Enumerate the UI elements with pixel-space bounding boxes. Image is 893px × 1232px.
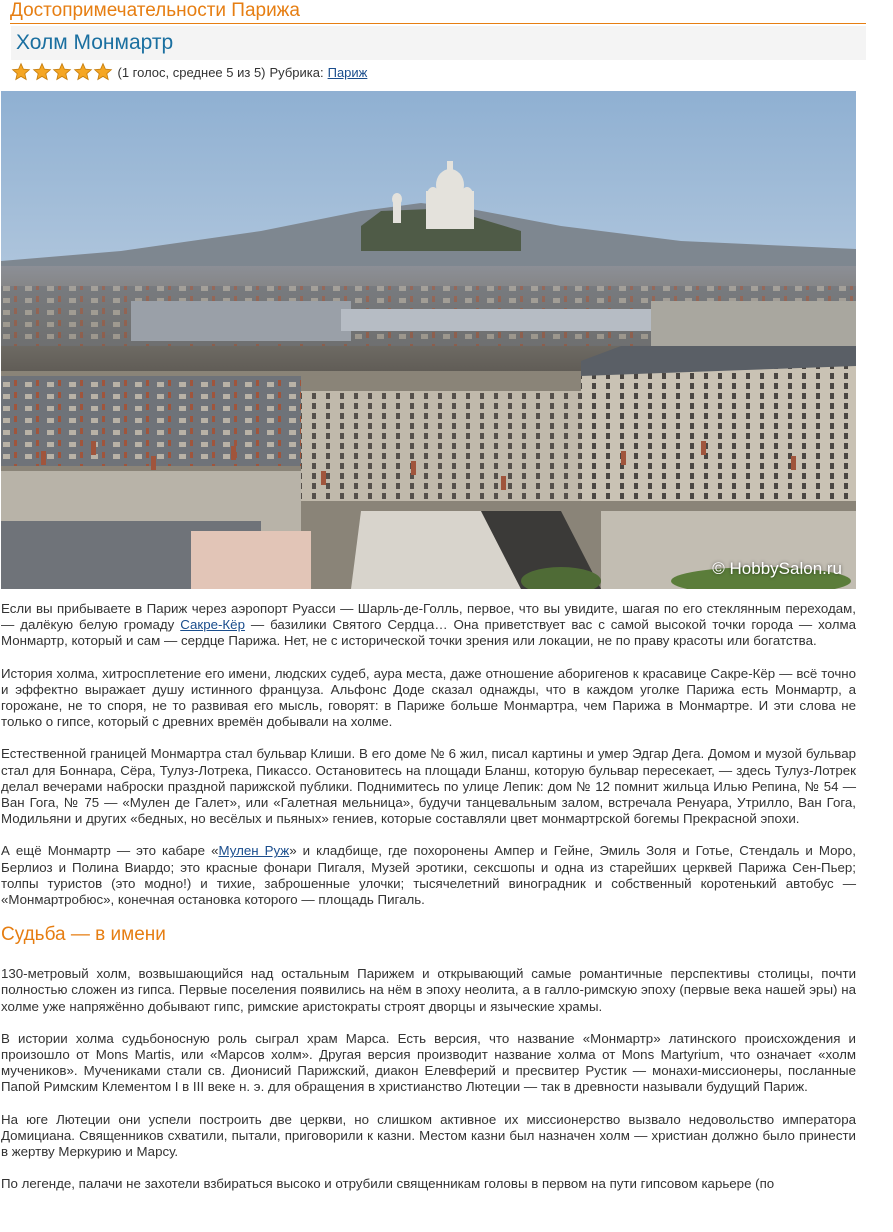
star-icon[interactable] bbox=[11, 62, 31, 82]
post-meta bbox=[10, 60, 866, 84]
paris-skyline-image bbox=[1, 91, 856, 589]
text: А ещё Монмартр — это кабаре « bbox=[1, 843, 219, 859]
paragraph: На юге Лютеции они успели построить две церкви, но слишком активное их миссионерство вызвало недовольство императора Домициана. Священников схватили, пытали, приговорили к казни. Местом казни был назначен холм — христиан должно было принести в жертву Меркурию и Марсу. bbox=[1, 1111, 856, 1160]
rating-summary: (1 голос, среднее 5 из 5) bbox=[117, 64, 266, 80]
paragraph bbox=[1, 601, 856, 650]
paragraph: 130-метровый холм, возвышающийся над остальным Парижем и открывающий самые романтичные перспективы столицы, почти полностью сложен из гипса. Первые поселения появились на нём в эпоху неолита, а в галло-римскую эпоху (первые века нашей эры) на холме уже напряжённо добывают гипс, римские аристократы строят дворцы и языческие храмы. bbox=[1, 966, 856, 1014]
paragraph: Естественной границей Монмартра стал бульвар Клиши. В его доме № 6 жил, писал картины и умер Эдгар Дега. Домом и музой бульвар стал для Боннара, Сёра, Тулуз-Лотрека, Пикассо. Остановитесь на площади Бланш, которую бульвар пересекает, — здесь Тулуз-Лотрек делал вечерами наброски праздной парижской публики. Поднимитесь по улице Лепик: дом № 12 помнит жильца Илью Репина, № 54 — Ван Гога, № 75 — «Мулен де Галет», или «Галетная мельница», будучи танцевальным залом, встречала Ренуара, Утрилло, Ван Гога, Модильяни и других «бедных, но весёлых и пьяных» гениев, которые составляли цвет монмартрской богемы Прекрасной эпохи. bbox=[1, 746, 856, 827]
section-title: Достопримечательности Парижа bbox=[10, 0, 866, 24]
paragraph: История холма, хитросплетение его имени, людских судеб, аура места, даже отношение аборигенов к красавице Сакре-Кёр — всё точно и эффектно выражает душу истинного француза. Альфонс Доде сказал однажды, что в каждом уголке Парижа есть Монмартр, а горожане, не то споря, не то развивая его мысль, говорят: в Париже больше Монмартра, чем Парижа в Монмартре. И эти слова не только о гипсе, который с древних времён добывали на холме. bbox=[1, 665, 856, 730]
text: » и кладбище, где похоронены Ампер и Гейне, Эмиль Золя и Готье, Стендаль и Моро, Берлиоз и Полина Виардо; это красные фонари Пигаля, Музей эротики, сексшопы и одна из старейших церквей Парижа Сен-Пьер; толпы туристов (это модно!) и тихие, заброшенные улочки; тысячелетний виноградник и собственный коротенький автобус — «Монмартробюс», конечная остановка которого — площадь Пигаль. bbox=[1, 843, 856, 908]
paragraph: В истории холма судьбоносную роль сыграл храм Марса. Есть версия, что название «Монмартр» латинского происхождения и произошло от Mons Martis, или «Марсов холм». Другая версия производит название холма от Mons Martyrium, что означает «холм мучеников». Мучениками стали св. Дионисий Парижский, диакон Елевферий и пресвитер Рустик — монахи-миссионеры, посланные Папой Римским Клементом I в III веке н. э. для обращения в христианство Лютеции — так в древности называли будущий Париж. bbox=[1, 1030, 856, 1095]
subheading: Судьба — в имени bbox=[1, 924, 166, 946]
page bbox=[10, 0, 866, 84]
photo-watermark: © HobbySalon.ru bbox=[712, 559, 842, 578]
post-title-bar bbox=[11, 26, 866, 60]
montmartre-photo bbox=[1, 91, 856, 589]
star-icon[interactable] bbox=[73, 62, 93, 82]
text: Если вы прибываете в Париж через аэропорт Руасси — Шарль-де-Голль, первое, что вы увидите, шагая по его стеклянным переходам, — далёкую белую громаду bbox=[1, 601, 856, 633]
text: — базилики Святого Сердца… Она приветствует вас с самой высокой точки города — холма Монмартр, который и сам — сердце Парижа. Нет, не с исторической точки зрения или локации, не по праву красоты или богатства. bbox=[1, 617, 856, 649]
star-icon[interactable] bbox=[32, 62, 52, 82]
paragraph bbox=[1, 843, 856, 908]
link-sacre-coeur[interactable]: Сакре-Кёр bbox=[180, 617, 245, 633]
article-body bbox=[1, 601, 856, 1208]
post-title[interactable]: Холм Монмартр bbox=[16, 31, 174, 54]
star-icon[interactable] bbox=[93, 62, 113, 82]
rating-stars[interactable] bbox=[11, 62, 114, 82]
link-moulin-rouge[interactable]: Мулен Руж bbox=[218, 843, 290, 859]
rubric-label: Рубрика: bbox=[269, 64, 324, 80]
paragraph: По легенде, палачи не захотели взбираться высоко и отрубили священникам головы в первом на пути гипсовом карьере (по bbox=[1, 1176, 775, 1192]
rubric-link[interactable]: Париж bbox=[327, 64, 368, 80]
star-icon[interactable] bbox=[52, 62, 72, 82]
